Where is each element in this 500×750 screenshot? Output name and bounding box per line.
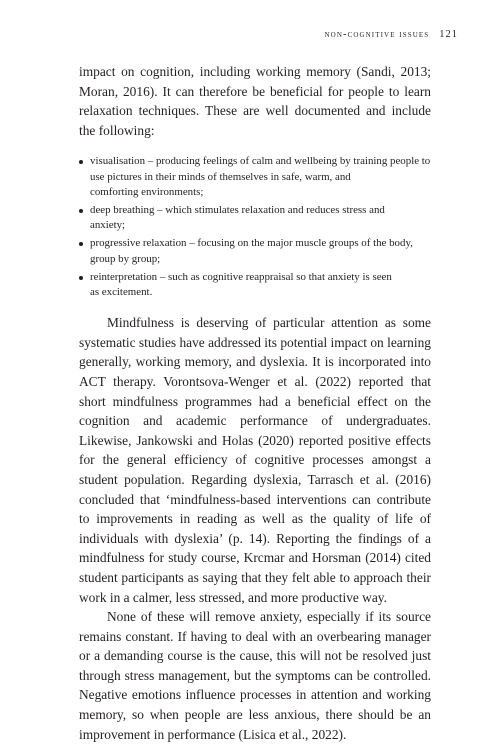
list-item-line: as excitement. (90, 286, 153, 298)
relaxation-techniques-list (79, 154, 431, 300)
list-item-line: group by group; (90, 252, 161, 265)
list-item-line: deep breathing – which stimulates relaxation and reduces stress and (90, 203, 385, 216)
running-title: non-cognitive issues (324, 29, 430, 40)
paragraph-mindfulness: Mindfulness is deserving of particular attention as some systematic studies have addressed its potential impact on learning generally, working memory, and dyslexia. It is incorporated into ACT therapy. Vorontsova-Wenger et al. (2022) reported that short mindfulness programmes had a beneficial effect on the cognition and academic performance of undergraduates. Likewise, Jankowski and Holas (2020) reported positive effects for the general efficiency of cognitive processes amongst a student population. Regarding dyslexia, Tarrasch et al. (2016) concluded that ‘mindfulness-based interventions can contribute to improvements in reading as well as the quality of life of individuals with dyslexia’ (p. 14). Reporting the findings of a mindfulness for study course, Krcmar and Horsman (2014) cited student participants as saying that they felt able to approach their work in a calmer, less stressed, and more productive way. (79, 315, 431, 605)
paragraph-anxiety: None of these will remove anxiety, especially if its source remains constant. If having to deal with an overbearing manager or a demanding course is the cause, this will not be resolved just through stress management, but the symptoms can be controlled. Negative emotions influence processes in attention and working memory, so when people are less anxious, there should be an improvement in performance (Lisica et al., 2022). (79, 609, 431, 742)
paragraph-intro: impact on cognition, including working memory (Sandi, 2013; Moran, 2016). It can therefore be beneficial for people to learn relaxation techniques. These are well documented and include the following: (79, 64, 431, 138)
list-item-line: reinterpretation – such as cognitive reappraisal so that anxiety is seen (90, 270, 392, 283)
body-text (79, 62, 431, 744)
list-item (79, 154, 431, 200)
list-item (79, 203, 431, 233)
list-item-line: visualisation – producing feelings of calm and wellbeing by training people to (90, 155, 431, 168)
list-item-line: use pictures in their minds of themselves in safe, warm, and (90, 170, 351, 183)
list-item (79, 236, 431, 266)
running-header (325, 29, 458, 40)
list-item-line: progressive relaxation – focusing on the major muscle groups of the body, (90, 237, 413, 250)
list-item (79, 270, 431, 300)
list-item-line: anxiety; (90, 219, 126, 232)
list-item-line: comforting environments; (90, 185, 204, 198)
page-number: 121 (439, 29, 458, 40)
